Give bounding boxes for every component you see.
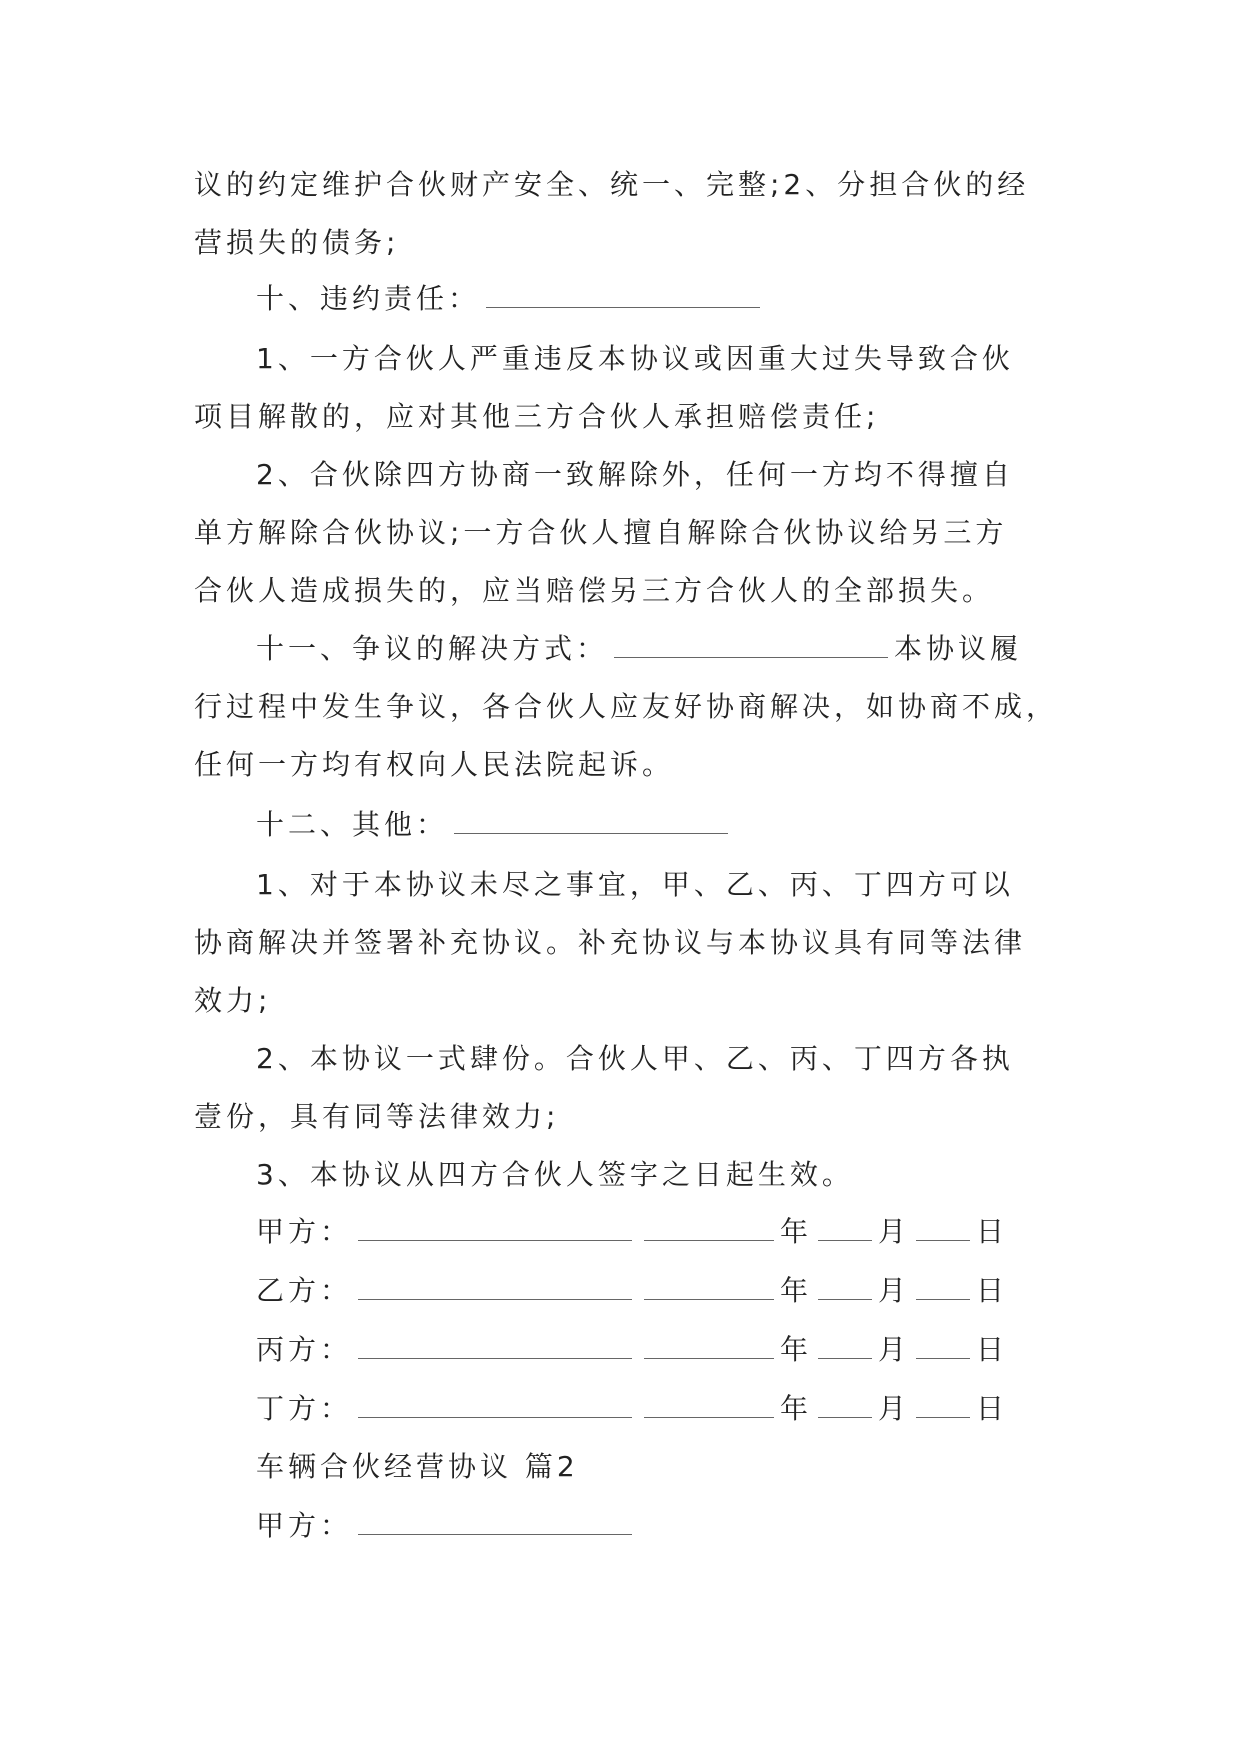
day-label: 日	[976, 1392, 1009, 1425]
fill-blank	[454, 803, 728, 834]
year-label: 年	[780, 1215, 813, 1248]
year-blank	[644, 1269, 774, 1300]
month-blank	[818, 1387, 872, 1418]
text-line: 议的约定维护合伙财产安全、统一、完整;2、分担合伙的经	[194, 168, 1030, 201]
section-12-item-2	[194, 1030, 1064, 1146]
day-label: 日	[976, 1333, 1009, 1366]
text-line: 项目解散的，应对其他三方合伙人承担赔偿责任;	[194, 400, 880, 433]
day-blank	[916, 1269, 970, 1300]
section-10-heading	[194, 270, 1064, 328]
month-label: 月	[878, 1215, 911, 1248]
party-label: 甲方：	[256, 1215, 353, 1248]
section-12-item-3	[194, 1146, 1064, 1204]
year-blank	[644, 1210, 774, 1241]
text-line: 营损失的债务;	[194, 226, 400, 259]
section-10-item-1	[194, 330, 1064, 446]
fill-blank	[486, 277, 760, 308]
day-label: 日	[976, 1215, 1009, 1248]
text-line: 1、一方合伙人严重违反本协议或因重大过失导致合伙	[256, 342, 1014, 375]
year-blank	[644, 1328, 774, 1359]
signature-blank	[358, 1210, 632, 1241]
party-label: 丁方：	[256, 1392, 353, 1425]
fill-blank	[614, 627, 888, 658]
text-line: 行过程中发生争议，各合伙人应友好协商解决，如协商不成，	[194, 690, 1059, 723]
day-blank	[916, 1210, 970, 1241]
text-tail: 本协议履	[894, 632, 1023, 665]
heading-text: 十一、争议的解决方式：	[256, 632, 609, 665]
text-line: 2、本协议一式肆份。合伙人甲、乙、丙、丁四方各执	[256, 1042, 1014, 1075]
section-12-heading	[194, 796, 1064, 854]
text-line: 2、合伙除四方协商一致解除外，任何一方均不得擅自	[256, 458, 1014, 491]
party-label: 甲方：	[256, 1509, 353, 1542]
text-line: 效力;	[194, 984, 272, 1017]
text-line: 单方解除合伙协议;一方合伙人擅自解除合伙协议给另三方	[194, 516, 1008, 549]
text-line: 协商解决并签署补充协议。补充协议与本协议具有同等法律	[194, 926, 1027, 959]
party-label: 丙方：	[256, 1333, 353, 1366]
month-label: 月	[878, 1274, 911, 1307]
text-line: 合伙人造成损失的，应当赔偿另三方合伙人的全部损失。	[194, 574, 995, 607]
month-blank	[818, 1269, 872, 1300]
signature-blank	[358, 1387, 632, 1418]
next-party-row	[256, 1497, 638, 1555]
day-blank	[916, 1328, 970, 1359]
year-label: 年	[780, 1333, 813, 1366]
month-label: 月	[878, 1333, 911, 1366]
text-line: 壹份，具有同等法律效力;	[194, 1100, 560, 1133]
signature-blank	[358, 1504, 632, 1535]
day-blank	[916, 1387, 970, 1418]
section-title: 车辆合伙经营协议 篇2	[256, 1450, 579, 1483]
signature-row	[256, 1380, 1008, 1438]
month-label: 月	[878, 1392, 911, 1425]
text-line: 1、对于本协议未尽之事宜，甲、乙、丙、丁四方可以	[256, 868, 1014, 901]
signature-row	[256, 1203, 1008, 1261]
signature-row	[256, 1262, 1008, 1320]
year-label: 年	[780, 1274, 813, 1307]
text-line: 任何一方均有权向人民法院起诉。	[194, 748, 675, 781]
year-label: 年	[780, 1392, 813, 1425]
heading-text: 十二、其他：	[256, 808, 449, 841]
month-blank	[818, 1210, 872, 1241]
section-10-item-2	[194, 446, 1064, 620]
section-12-item-1	[194, 856, 1064, 1030]
text-line: 3、本协议从四方合伙人签字之日起生效。	[256, 1158, 854, 1191]
paragraph-continued	[194, 156, 1064, 272]
signature-row	[256, 1321, 1008, 1379]
next-section-title	[256, 1438, 579, 1496]
section-11	[194, 620, 1064, 794]
month-blank	[818, 1328, 872, 1359]
signature-blank	[358, 1328, 632, 1359]
signature-blank	[358, 1269, 632, 1300]
party-label: 乙方：	[256, 1274, 353, 1307]
year-blank	[644, 1387, 774, 1418]
heading-text: 十、违约责任：	[256, 282, 481, 315]
day-label: 日	[976, 1274, 1009, 1307]
